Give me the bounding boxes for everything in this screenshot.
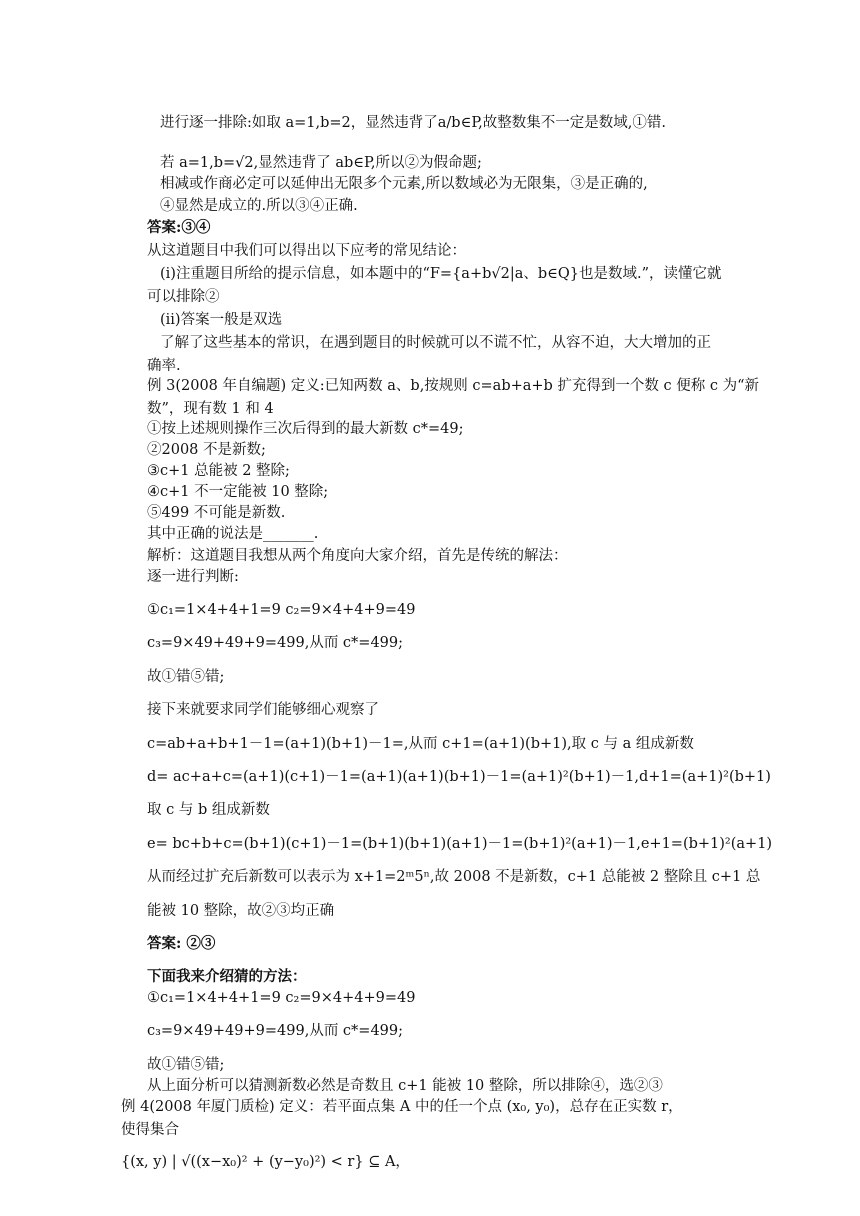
text-line: ①c₁=1×4+4+1=9 c₂=9×4+4+9=49	[147, 990, 416, 1006]
text-line: 接下来就要求同学们能够细心观察了	[147, 702, 379, 718]
text-line: 了解了这些基本的常识，在遇到题目的时候就可以不谎不忙，从容不迫，大大增加的正	[160, 335, 711, 351]
text-line: ④显然是成立的.所以③④正确.	[160, 198, 358, 214]
text-line: d= ac+a+c=(a+1)(c+1)－1=(a+1)(a+1)(b+1)－1=(a+1)²(b+1)－1,d+1=(a+1)²(b+1)	[147, 769, 771, 785]
text-line: 确率.	[147, 358, 181, 374]
text-line: 例 4(2008 年厦门质检) 定义：若平面点集 A 中的任一个点 (x₀, y₀)，总存在正实数 r，	[121, 1099, 683, 1115]
text-line: c₃=9×49+49+9=499,从而 c*=499;	[147, 1023, 404, 1039]
text-line: 答案:③④	[147, 219, 211, 236]
text-line: 相减或作商必定可以延伸出无限多个元素,所以数域必为无限集，③是正确的,	[160, 176, 648, 192]
text-line: 答案: ②③	[147, 935, 216, 952]
text-line: (ii)答案一般是双选	[160, 312, 283, 328]
text-line: c=ab+a+b+1－1=(a+1)(b+1)－1=,从而 c+1=(a+1)(b+1),取 c 与 a 组成新数	[147, 736, 694, 752]
text-line: 从上面分析可以猜测新数必然是奇数且 c+1 能被 10 整除，所以排除④，选②③	[147, 1078, 663, 1094]
text-line: 使得集合	[121, 1122, 179, 1138]
text-line: e= bc+b+c=(b+1)(c+1)－1=(b+1)(b+1)(a+1)－1=(b+1)²(a+1)－1,e+1=(b+1)²(a+1)	[147, 836, 773, 852]
text-line: ③c+1 总能被 2 整除;	[147, 463, 290, 479]
text-line: ②2008 不是新数;	[147, 442, 266, 458]
text-line: 取 c 与 b 组成新数	[147, 802, 270, 818]
text-line: 故①错⑤错;	[147, 1057, 225, 1073]
text-line: ①按上述规则操作三次后得到的最大新数 c*=49;	[147, 421, 464, 437]
text-line: 可以排除②	[147, 289, 220, 305]
text-line: ①c₁=1×4+4+1=9 c₂=9×4+4+9=49	[147, 602, 416, 618]
text-line: 进行逐一排除:如取 a=1,b=2，显然违背了a/b∈P,故整数集不一定是数域,①错.	[160, 115, 666, 131]
text-line: 例 3(2008 年自编题) 定义:已知两数 a、b,按规则 c=ab+a+b 扩充得到一个数 c 便称 c 为“新	[147, 378, 760, 394]
text-line: 解析：这道题目我想从两个角度向大家介绍，首先是传统的解法：	[147, 548, 568, 564]
text-line: 其中正确的说法是_______.	[147, 526, 319, 542]
text-line: (i)注重题目所给的提示信息，如本题中的“F={a+b√2|a、b∈Q}也是数域.”，读懂它就	[160, 266, 722, 282]
text-line: ⑤499 不可能是新数.	[147, 505, 286, 521]
text-line: 从而经过扩充后新数可以表示为 x+1=2ᵐ5ⁿ,故 2008 不是新数，c+1 总能被 2 整除且 c+1 总	[147, 869, 761, 885]
text-line: 从这道题目中我们可以得出以下应考的常见结论：	[147, 243, 466, 259]
text-line: c₃=9×49+49+9=499,从而 c*=499;	[147, 635, 404, 651]
text-line: 能被 10 整除，故②③均正确	[147, 903, 335, 919]
text-line: 逐一进行判断:	[147, 569, 239, 585]
text-line: {(x, y) | √((x−x₀)² + (y−y₀)²) < r} ⊆ A，	[121, 1154, 410, 1170]
text-line: 数”，现有数 1 和 4	[147, 401, 274, 417]
text-line: 若 a=1,b=√2,显然违背了 ab∈P,所以②为假命题;	[160, 155, 482, 171]
text-line: 下面我来介绍猜的方法：	[147, 968, 307, 985]
text-line: 故①错⑤错;	[147, 669, 225, 685]
text-line: ④c+1 不一定能被 10 整除;	[147, 484, 329, 500]
